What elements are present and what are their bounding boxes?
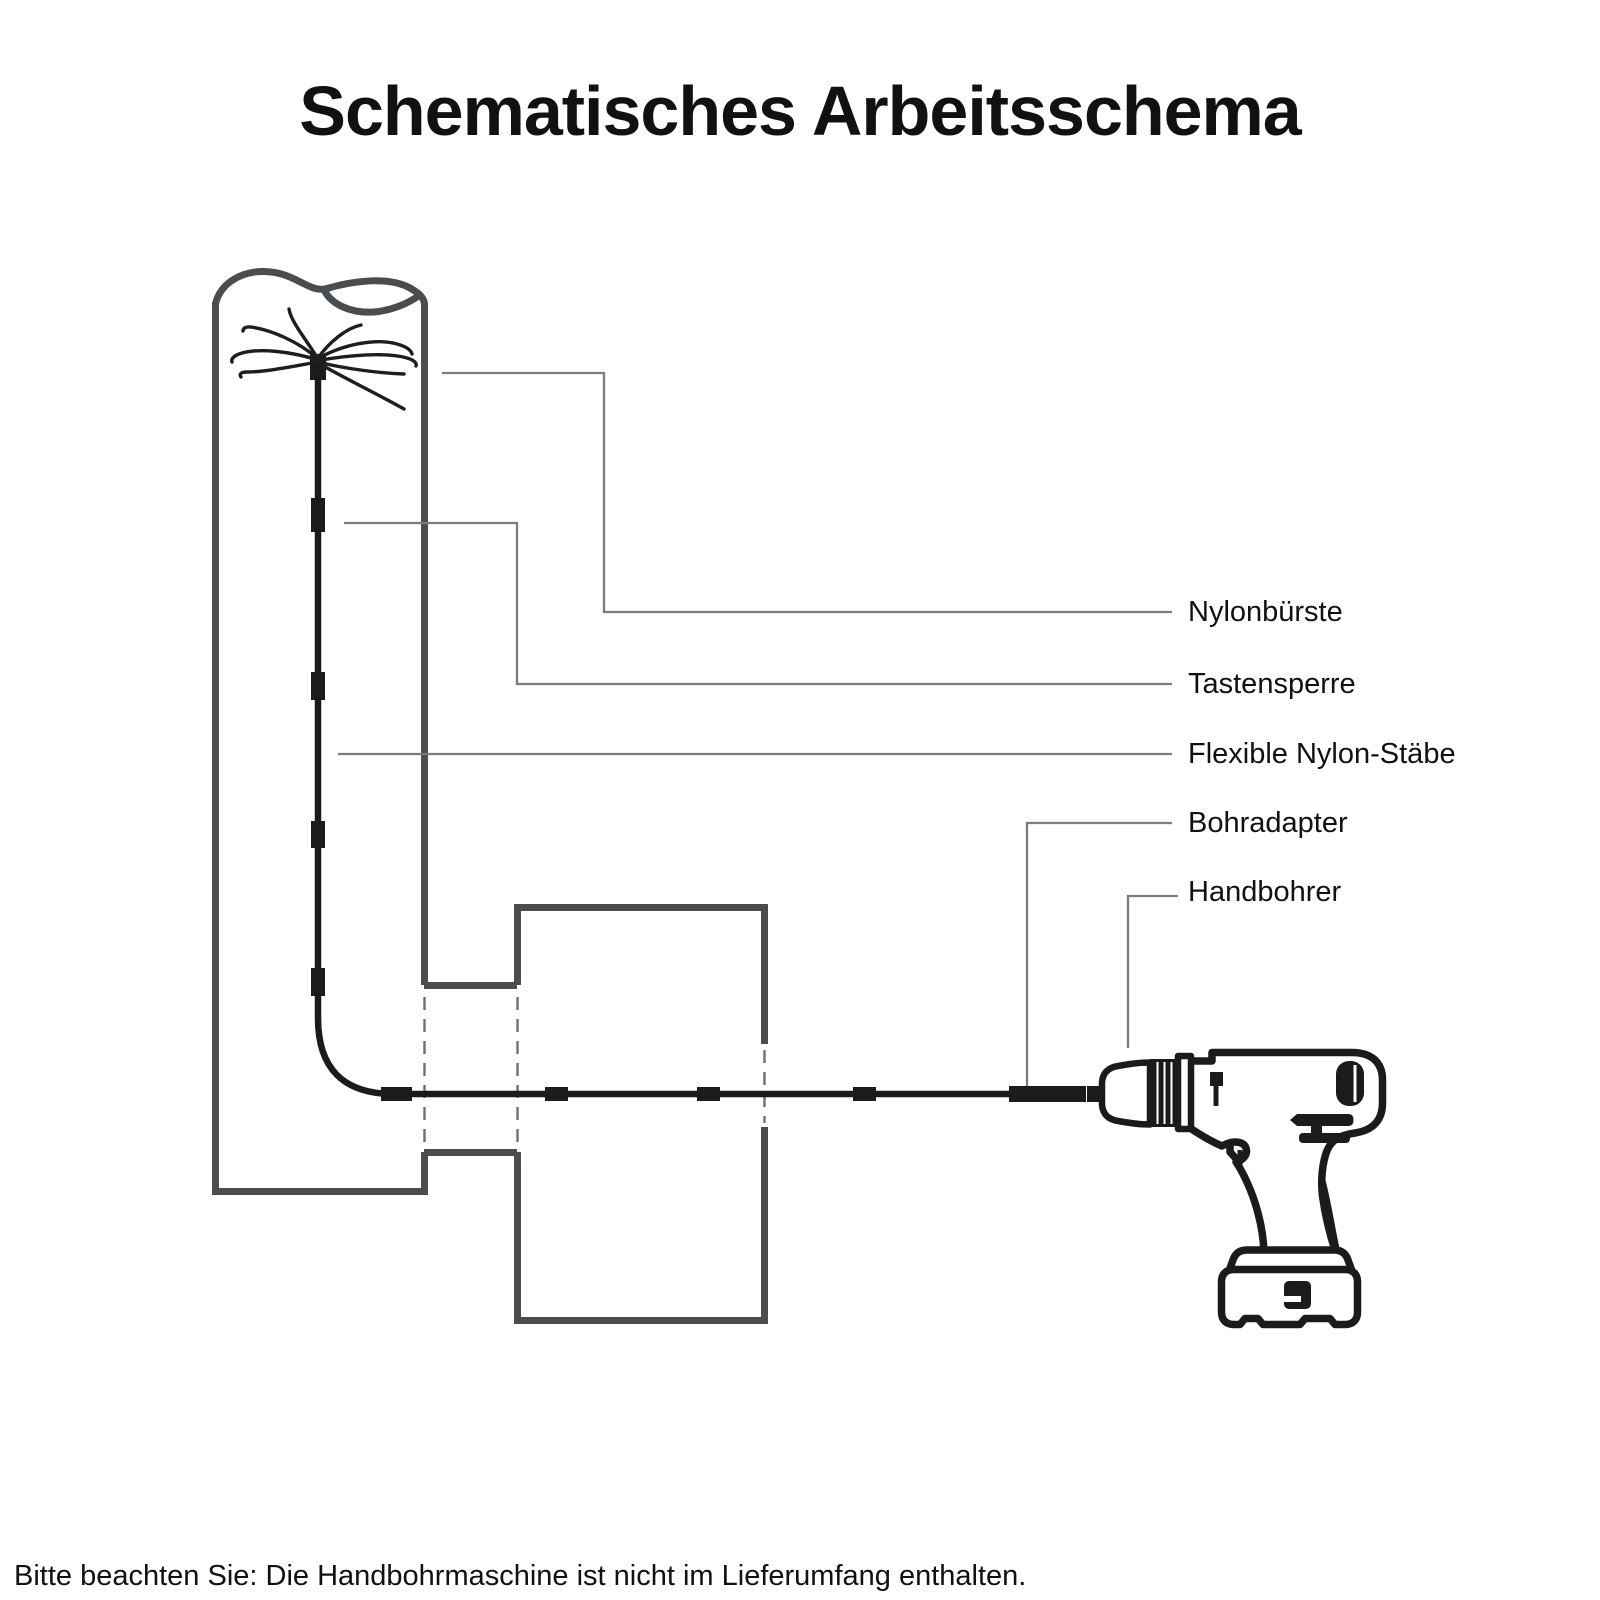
motor-vent	[1336, 1061, 1364, 1106]
direction-switch-lower	[1299, 1133, 1350, 1143]
label-nylon-brush: Nylonbürste	[1188, 596, 1343, 628]
flexible-rod-assembly	[318, 354, 1103, 1102]
label-key-lock: Tastensperre	[1188, 668, 1356, 700]
nylon-brush	[232, 309, 416, 409]
hidden-duct-dashed-lines	[425, 997, 765, 1146]
wall-upper-outline	[518, 908, 765, 1045]
hand-drill	[1102, 1053, 1383, 1325]
drill-collar	[1178, 1056, 1191, 1129]
bristle	[318, 325, 361, 358]
leader-key-lock	[344, 523, 1172, 684]
leader-hand-drill	[1128, 896, 1178, 1048]
wall-block	[424, 908, 765, 1321]
bristle	[318, 362, 404, 374]
pipe-mouth-ellipse	[324, 290, 419, 313]
battery-clip-slot	[1284, 1296, 1301, 1302]
leader-drill-adapter	[1027, 823, 1172, 1086]
battery-clip	[1284, 1281, 1311, 1309]
label-hand-drill: Handbohrer	[1188, 876, 1342, 908]
direction-switch-joint	[1311, 1124, 1322, 1134]
footer-note: Bitte beachten Sie: Die Handbohrmaschine ist nicht im Lieferumfang enthalten.	[14, 1560, 1027, 1592]
wall-lower-outline	[518, 1127, 765, 1321]
mode-selector	[1210, 1072, 1223, 1086]
bristle	[289, 309, 318, 359]
label-flexible-rods: Flexible Nylon-Stäbe	[1188, 738, 1456, 770]
label-drill-adapter: Bohradapter	[1188, 807, 1348, 839]
page-title: Schematisches Arbeitsschema	[299, 72, 1301, 150]
drill-nose	[1102, 1063, 1150, 1125]
leader-lines	[338, 373, 1178, 1086]
pipe-top-rim	[216, 272, 425, 306]
leader-nylon-brush	[442, 373, 1172, 612]
bristle	[240, 362, 318, 377]
bristle	[232, 351, 318, 362]
